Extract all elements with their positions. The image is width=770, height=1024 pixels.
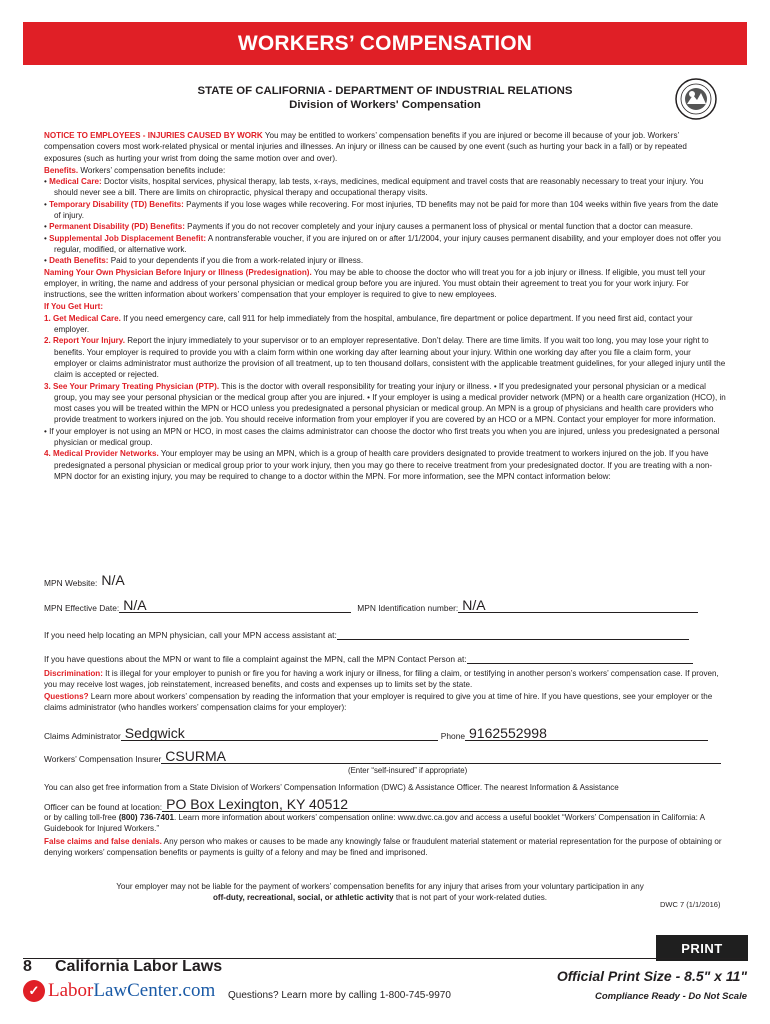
laborlawcenter-logo[interactable]: ✓ Labor LawCenter .com: [23, 980, 215, 1002]
agency-line-1: STATE OF CALIFORNIA - DEPARTMENT OF INDUSTRIAL RELATIONS: [197, 85, 573, 97]
benefit-sjdb: • Supplemental Job Displacement Benefit: A nontransferable voucher, if you are injured on or after 1/1/2004, your injury causes permanent disability, and your employer does not offer you regular, modified, or alternative work.: [44, 233, 721, 254]
discrimination-paragraph: Discrimination: It is illegal for your employer to punish or fire you for having a work injury or illness, for filing a claim, or testifying in another person’s workers’ compensation case. If proven, you may receive lost wages, job reinstatement, increased benefits, and costs and expenses up to limits set by the state.: [44, 669, 719, 690]
benefit-medical-care: • Medical Care: Doctor visits, hospital services, physical therapy, lab tests, x-rays, medicines, medical equipment and travel costs that are reasonably necessary to treat your injury. You should never see a bill. There are limits on chiropractic, physical therapy and occupational therapy visits.: [44, 177, 704, 198]
questions-paragraph: Questions? Learn more about workers’ compensation by reading the information that your employer is required to give you at time of hire. If you have questions, see your employer or the claims administrator (who handles workers’ compensation claims for your employer):: [44, 691, 713, 712]
print-button[interactable]: PRINT: [656, 935, 748, 961]
mpn-questions-label: If you have questions about the MPN or want to file a complaint against the MPN, call the MPN Contact Person at:: [44, 654, 467, 664]
phone-label: Phone: [440, 731, 466, 741]
mpn-website-label: MPN Website:: [44, 578, 98, 588]
step-1: 1. Get Medical Care. If you need emergency care, call 911 for help immediately from the hospital, ambulance, fire department or police department. If you need first aid, contact your employer.: [44, 313, 693, 335]
questions-phone: Questions? Learn more by calling 1-800-745-9970: [228, 990, 451, 1001]
step-2: 2. Report Your Injury. Report the injury immediately to your supervisor or to an employer representative. Don’t delay. There are time limits. If you wait too long, you may lose your right to benefits. Your employer is required to provide you with a claim form within one working day after learning about your injury. Within one working day after you file a claim form, your employer or claims administrator must authorize the provision of all treatment, up to ten thousand dollars, consistent with the applicable treatment guidelines, for your alleged injury until the claim is accepted or rejected.: [44, 336, 726, 380]
dwc-info-text: You can also get free information from a State Division of Workers’ Compensation Information (DWC) & Assistance Officer. The nearest Information & Assistance: [44, 783, 619, 792]
officer-row: [44, 798, 660, 812]
law-title: California Labor Laws: [55, 958, 223, 975]
mpn-help-row: [44, 626, 689, 640]
compliance-note: Compliance Ready - Do Not Scale: [594, 991, 747, 1002]
false-claims-paragraph: False claims and false denials. Any person who makes or causes to be made any knowingly false or fraudulent material statement or material representation for the purpose of obtaining or denying workers’ compensation benefits or payments is guilty of a felony and may be fined and imprisoned.: [44, 836, 722, 857]
agency-heading: [130, 84, 640, 112]
page-number: 8: [23, 958, 32, 975]
benefits-heading: Benefits. Workers’ compensation benefits include:: [44, 165, 226, 175]
mpn-effective-row: [44, 599, 698, 613]
insurer-label: Workers’ Compensation Insurer: [44, 754, 162, 764]
mpn-help-field[interactable]: [337, 626, 689, 640]
mpn-id-field[interactable]: N/A: [458, 599, 698, 613]
mpn-effective-label: MPN Effective Date:: [44, 603, 120, 613]
step-3-bullet: • If your employer is not using an MPN or HCO, in most cases the claims administrator can choose the doctor who first treats you when you are injured, unless you predesignated a personal physician or medical group.: [44, 426, 720, 448]
officer-field[interactable]: PO Box Lexington, KY 40512: [162, 798, 660, 812]
mpn-help-label: If you need help locating an MPN physician, call your MPN access assistant at:: [44, 630, 337, 640]
officer-label: Officer can be found at location:: [44, 802, 163, 812]
notice-body: [44, 130, 726, 482]
mpn-effective-field[interactable]: N/A: [119, 599, 351, 613]
tollfree-paragraph: or by calling toll-free (800) 736-7401. Learn more information about workers’ compensation online: www.dwc.ca.gov and access a useful booklet “Workers’ Compensation in California: A Guidebook for Injured Workers.”: [44, 813, 705, 834]
predesignation-paragraph: Naming Your Own Physician Before Injury or Illness (Predesignation). You may be able to choose the doctor who will treat you for a job injury or illness. If eligible, you must tell your employer, in writing, the name and address of your personal physician or medical group before you are injured. You must obtain their agreement to treat you for your work injury. For instructions, see the written information about workers’ compensation that your employer is required to give to new employees.: [44, 267, 706, 300]
mpn-questions-field[interactable]: [467, 650, 693, 664]
insurer-row: [44, 750, 721, 764]
insurer-field[interactable]: CSURMA: [161, 750, 721, 764]
mpn-website-row: MPN Website: N/A: [44, 572, 125, 588]
liability-note: Your employer may not be liable for the payment of workers’ compensation benefits for any injury that arises from your voluntary participation in any off-duty, recreational, social, or athletic activity that is not part of your work-related duties.: [116, 882, 644, 902]
title-banner: [23, 22, 747, 65]
claims-admin-field[interactable]: Sedgwick: [121, 727, 438, 741]
agency-line-2: Division of Workers' Compensation: [289, 99, 481, 111]
phone-field[interactable]: 9162552998: [465, 727, 708, 741]
logo-mark-icon: ✓: [23, 980, 45, 1002]
page-title: WORKERS’ COMPENSATION: [237, 31, 533, 55]
claims-admin-label: Claims Administrator: [44, 731, 121, 741]
self-insured-note: (Enter “self-insured” if appropriate): [348, 766, 468, 775]
benefit-pd: • Permanent Disability (PD) Benefits: Payments if you do not recover completely and your injury causes a permanent loss of physical or mental function that a doctor can measure.: [44, 222, 693, 232]
tollfree-block: [44, 812, 726, 858]
benefit-death: • Death Benefits: Paid to your dependents if you die from a work-related injury or illness.: [44, 256, 364, 266]
discrimination-block: [44, 668, 726, 713]
claims-admin-row: [44, 727, 708, 741]
hurt-heading: If You Get Hurt:: [44, 302, 104, 312]
mpn-questions-row: [44, 650, 693, 664]
form-id: DWC 7 (1/1/2016): [660, 900, 721, 909]
step-4: 4. Medical Provider Networks. Your employer may be using an MPN, which is a group of health care providers designated to provide treatment to workers injured on the job. If you have predesignated a personal physician or medical group prior to your work injury, then you may go there to receive treatment from your predesignated doctor. If you are treating with a non-MPN doctor for an existing injury, you may be required to change to a doctor within the MPN. For more information, see the MPN contact information below:: [44, 449, 713, 481]
print-size: Official Print Size - 8.5" x 11": [556, 968, 747, 984]
step-3: 3. See Your Primary Treating Physician (PTP). This is the doctor with overall responsibility for treating your injury or illness. • If you predesignated your personal physician or a medical group, you may see your personal physician or the medical group after you are injured. • If your employer is using a medical provider network (MPN) or a health care organization (HCO), in most cases you will be treated within the MPN or HCO unless you predesignated a personal physician or medical group. An MPN is a group of physicians and health care providers who provide treatment to workers injured on the job. You should receive information from your employer if you are covered by an HCO or a MPN. Contact your employer for more information.: [44, 381, 726, 425]
benefit-td: • Temporary Disability (TD) Benefits: Payments if you lose wages while recovering. For most injuries, TD benefits may not be paid for more than 104 weeks within five years from the date of injury.: [44, 199, 719, 221]
california-seal-icon: [675, 78, 717, 120]
intro-paragraph: NOTICE TO EMPLOYEES - INJURIES CAUSED BY WORK You may be entitled to workers’ compensation benefits if you are injured or become ill because of your job. Workers’ compensation covers most work-related physical or mental injuries and illnesses. An injury or illness can be caused by one event (such as hurting your back in a fall) or by repeated exposures (such as hurting your wrist from doing the same motion over and over).: [44, 131, 687, 163]
mpn-id-label: MPN Identification number:: [357, 603, 459, 613]
